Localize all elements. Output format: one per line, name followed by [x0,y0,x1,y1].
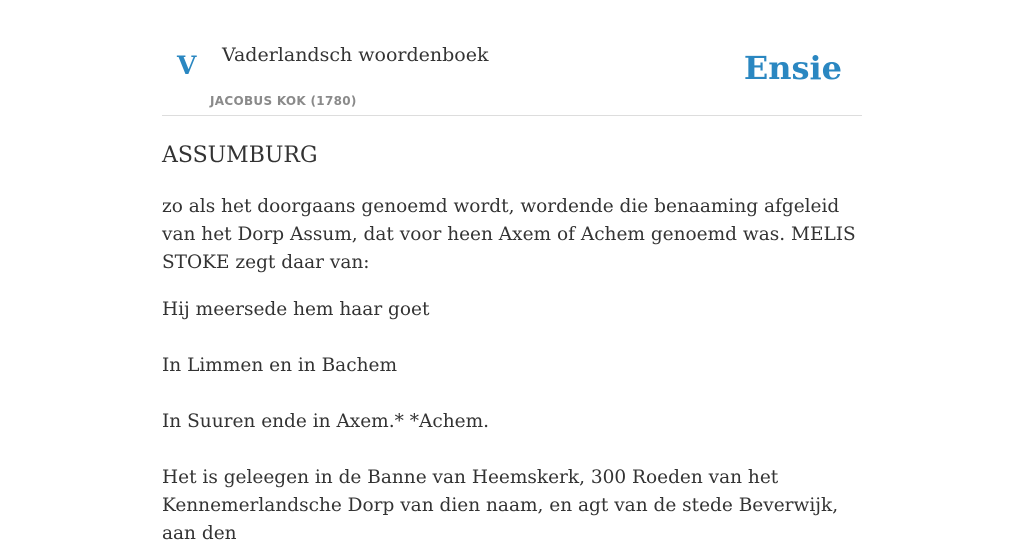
entry-paragraph: zo als het doorgaans genoemd wordt, wordende die benaaming afgeleid van het Dorp Assum, dat voor heen Axem of Achem genoemd was. MELIS STOKE zegt daar van: [162,196,856,273]
book-author: JACOBUS KOK (1780) [210,94,357,108]
entry-paragraph: In Limmen en in Bachem [162,355,397,376]
entry-paragraph: Het is geleegen in de Banne van Heemskerk, 300 Roeden van het Kennemerlandsche Dorp van dien naam, en agt van de stede Beverwijk, aan den [162,467,839,544]
page [162,0,862,548]
entry-title: ASSUMBURG [162,143,318,168]
entry-body [162,193,862,548]
index-letter[interactable]: V [177,51,197,80]
entry-paragraph: Hij meersede hem haar goet [162,299,430,320]
book-title[interactable]: Vaderlandsch woordenboek [222,44,489,66]
ensie-logo-link[interactable]: Ensie [743,49,842,87]
book-header [162,0,862,116]
entry-paragraph: In Suuren ende in Axem.* *Achem. [162,411,489,432]
